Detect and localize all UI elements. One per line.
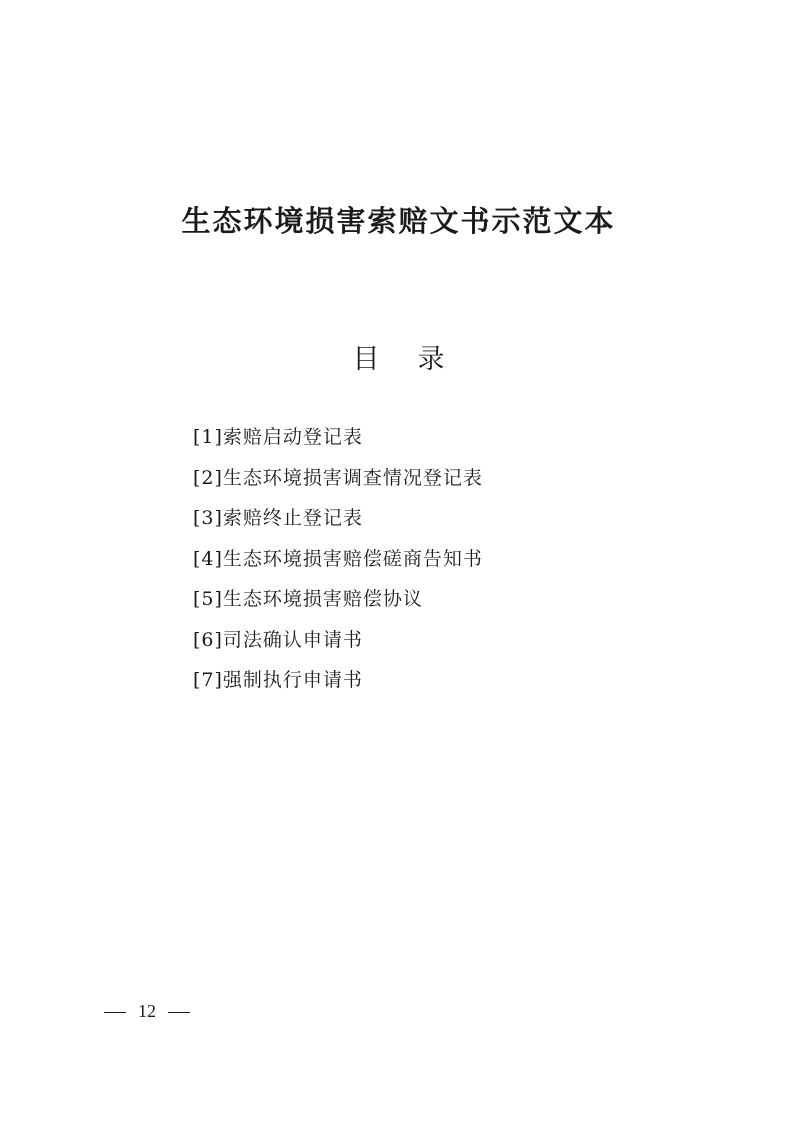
document-title: 生态环境损害索赔文书示范文本 xyxy=(181,204,616,238)
toc-item-4[interactable]: [4]生态环境损害赔偿磋商告知书 xyxy=(193,547,483,570)
footer-dash-left xyxy=(104,1012,126,1013)
page-footer xyxy=(100,997,194,1025)
table-of-contents xyxy=(193,421,483,705)
toc-heading xyxy=(0,338,793,382)
toc-heading-char-1: 目 xyxy=(352,344,380,375)
toc-item-7[interactable]: [7]强制执行申请书 xyxy=(193,669,363,691)
toc-item-5[interactable]: [5]生态环境损害赔偿协议 xyxy=(193,588,423,610)
toc-item-1[interactable]: [1]索赔启动登记表 xyxy=(193,426,363,448)
toc-item-3[interactable]: [3]索赔终止登记表 xyxy=(193,507,363,529)
footer-dash-right xyxy=(168,1012,190,1013)
toc-heading-char-2: 录 xyxy=(417,344,445,375)
toc-item-6[interactable]: [6]司法确认申请书 xyxy=(193,628,363,651)
page-number: 12 xyxy=(138,1001,156,1021)
toc-item-2[interactable]: [2]生态环境损害调查情况登记表 xyxy=(193,466,483,489)
